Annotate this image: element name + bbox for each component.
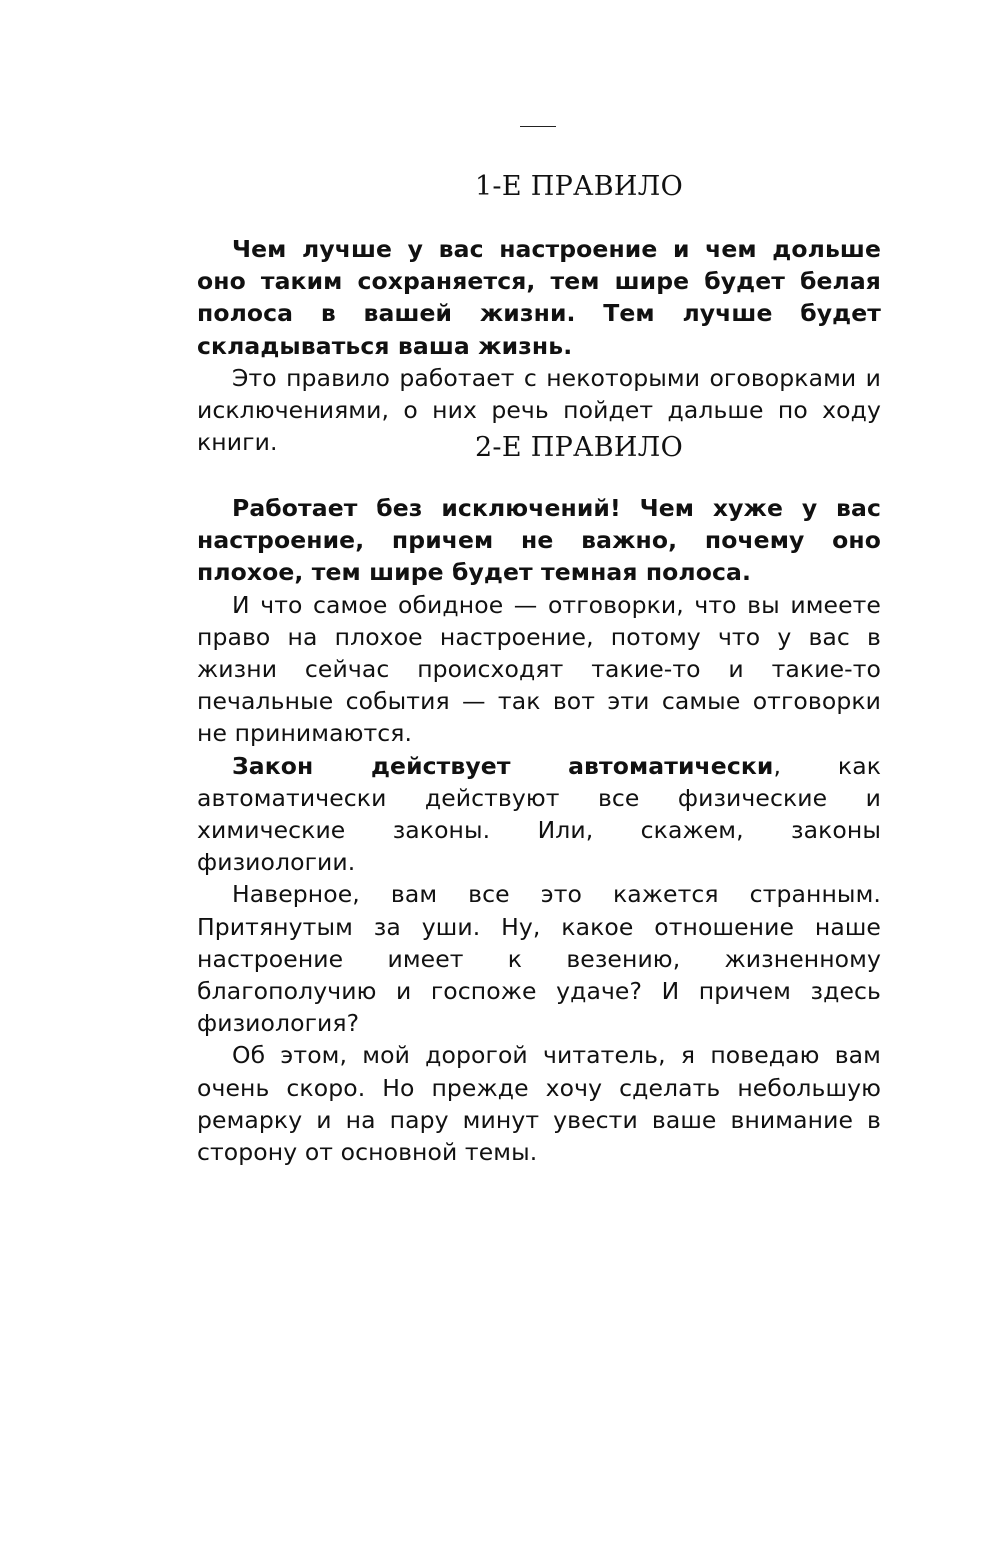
- section-1-body: [197, 233, 881, 458]
- decorative-rule: [520, 126, 556, 127]
- section-1-paragraph: Это правило работает с некоторыми оговорками и исключениями, о них речь пойдет дальше по ходу книги.: [197, 363, 881, 457]
- section-2-paragraph-remark: Об этом, мой дорогой читатель, я поведаю вам очень скоро. Но прежде хочу сделать небольшую ремарку и на пару минут увести ваше внимание в сторону от основной темы.: [197, 1041, 881, 1167]
- law-emphasis: Закон действует автоматически: [232, 751, 774, 780]
- section-1-bold-paragraph: Чем лучше у вас настроение и чем дольше оно таким сохраняется, тем шире будет белая полоса в вашей жизни. Тем лучше будет складываться ваша жизнь.: [197, 235, 881, 360]
- section-2-paragraph-strange: Наверное, вам все это кажется странным. Притянутым за уши. Ну, какое отношение наше настроение имеет к везению, жизненному благополучию и госпоже удаче? И причем здесь физиология?: [197, 880, 881, 1038]
- section-2-body: [197, 492, 881, 1168]
- section-2-paragraph-law: [197, 750, 881, 879]
- section-heading-rule-2: 2-Е ПРАВИЛО: [474, 432, 684, 463]
- law-continuation: , как автоматически действуют все физические и химические законы. Или, скажем, законы физиологии.: [197, 751, 881, 877]
- section-2-bold-paragraph: Работает без исключений! Чем хуже у вас настроение, причем не важно, почему оно плохое, тем шире будет темная полоса.: [197, 494, 881, 587]
- section-2-paragraph-excuses: И что самое обидное — отговорки, что вы имеете право на плохое настроение, потому что у вас в жизни сейчас происходят такие-то и такие-то печальные события — так вот эти самые отговорки не принимаются.: [197, 590, 881, 748]
- section-heading-rule-1: 1-Е ПРАВИЛО: [474, 171, 684, 202]
